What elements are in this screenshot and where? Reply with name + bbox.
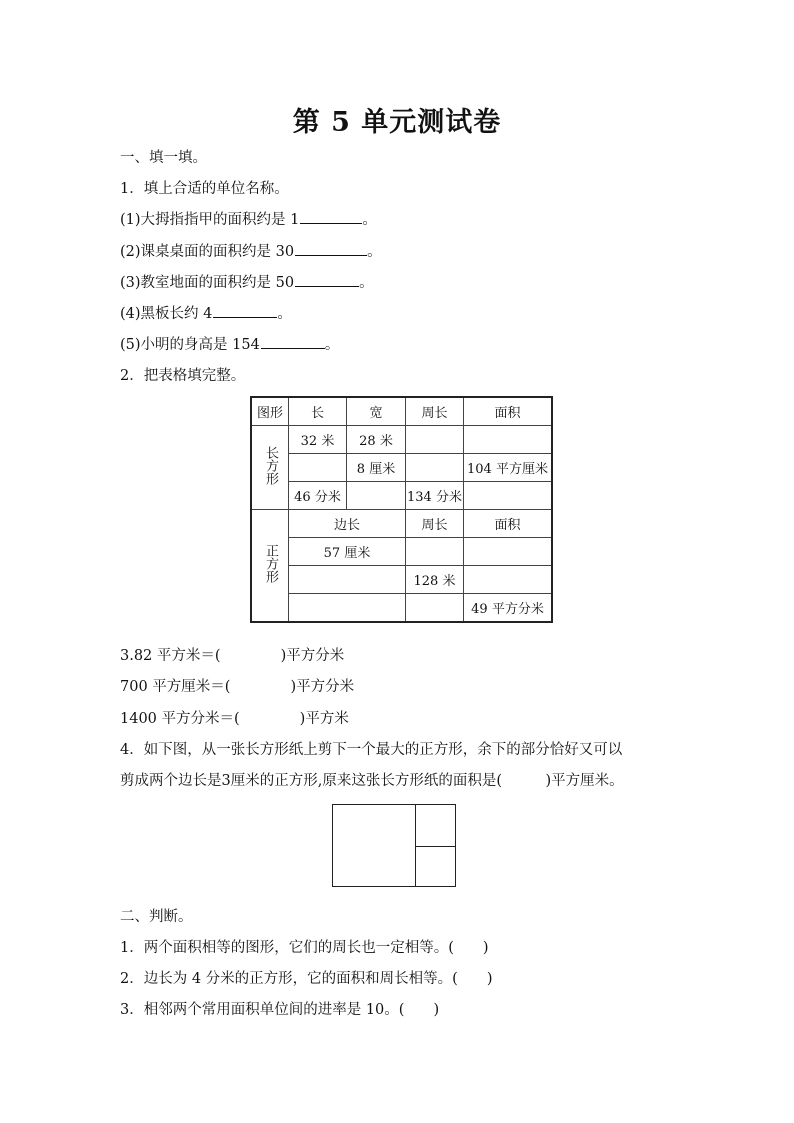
table-cell: 32 米 <box>289 426 347 454</box>
answer-blank[interactable] <box>300 209 362 224</box>
table-cell[interactable] <box>464 566 553 594</box>
table-cell[interactable] <box>347 482 406 510</box>
header-side: 边长 <box>289 510 406 538</box>
q1-item-2: (2)课桌桌面的面积约是 30 。 <box>120 240 382 261</box>
table-cell[interactable] <box>406 538 464 566</box>
table-cell[interactable] <box>289 454 347 482</box>
table-cell[interactable] <box>289 566 406 594</box>
answer-blank[interactable] <box>295 272 359 287</box>
answer-blank[interactable] <box>295 241 367 256</box>
rect-label: 长方形 <box>251 426 289 510</box>
header-perimeter: 周长 <box>406 510 464 538</box>
answer-blank[interactable] <box>213 303 277 318</box>
header-perimeter: 周长 <box>406 397 464 426</box>
table-cell[interactable] <box>464 482 553 510</box>
table-cell[interactable] <box>406 454 464 482</box>
section2-heading: 二、判断。 <box>120 909 193 925</box>
header-shape: 图形 <box>251 397 289 426</box>
page-title: 第 5 单元测试卷 <box>292 107 502 138</box>
header-area: 面积 <box>464 510 553 538</box>
header-width: 宽 <box>347 397 406 426</box>
table-cell: 49 平方分米 <box>464 594 553 623</box>
q1-item-4: (4)黑板长约 4 。 <box>120 302 292 323</box>
q1-heading: 1．填上合适的单位名称。 <box>120 181 289 197</box>
q3-line-2: 700 平方厘米＝( )平方分米 <box>120 679 355 695</box>
square-label: 正方形 <box>251 510 289 623</box>
judge-item-2: 2．边长为 4 分米的正方形，它的面积和周长相等。( ) <box>120 971 493 987</box>
header-area: 面积 <box>464 397 553 426</box>
table-cell: 104 平方厘米 <box>464 454 553 482</box>
q4-line-1: 4．如下图，从一张长方形纸上剪下一个最大的正方形，余下的部分恰好又可以 <box>120 742 623 758</box>
table-cell: 8 厘米 <box>347 454 406 482</box>
table-cell: 57 厘米 <box>289 538 406 566</box>
table-cell[interactable] <box>464 538 553 566</box>
answer-blank[interactable] <box>261 334 325 349</box>
q1-item-1: (1)大拇指指甲的面积约是 1 。 <box>120 208 377 229</box>
q1-item-5: (5)小明的身高是 154 。 <box>120 333 339 354</box>
q4-line-2: 剪成两个边长是3厘米的正方形,原来这张长方形纸的面积是( )平方厘米。 <box>120 773 624 789</box>
table-cell: 128 米 <box>406 566 464 594</box>
table-cell: 134 分米 <box>406 482 464 510</box>
table-cell: 28 米 <box>347 426 406 454</box>
fill-table <box>250 396 553 623</box>
table-cell[interactable] <box>464 426 553 454</box>
q2-heading: 2．把表格填完整。 <box>120 368 246 384</box>
cut-line-horizontal <box>415 846 456 847</box>
judge-item-3: 3．相邻两个常用面积单位间的进率是 10。( ) <box>120 1002 440 1018</box>
table-cell[interactable] <box>406 594 464 623</box>
table-cell[interactable] <box>406 426 464 454</box>
section1-heading: 一、填一填。 <box>120 150 207 166</box>
rectangle-diagram <box>332 804 456 887</box>
table-cell: 46 分米 <box>289 482 347 510</box>
judge-item-1: 1．两个面积相等的图形，它们的周长也一定相等。( ) <box>120 940 489 956</box>
q3-line-1: 3.82 平方米＝( )平方分米 <box>120 648 345 664</box>
q1-item-3: (3)教室地面的面积约是 50 。 <box>120 271 374 292</box>
q3-line-3: 1400 平方分米＝( )平方米 <box>120 711 349 727</box>
table-cell[interactable] <box>289 594 406 623</box>
header-length: 长 <box>289 397 347 426</box>
